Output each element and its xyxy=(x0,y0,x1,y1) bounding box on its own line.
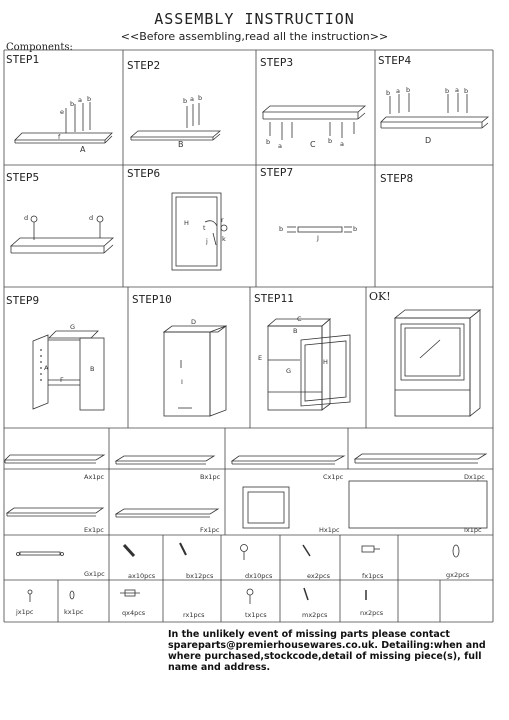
part-h-drawing xyxy=(243,487,289,528)
ok-label: OK! xyxy=(369,290,391,303)
step2-letter-b2: b xyxy=(198,94,203,102)
step1-letter-f: f xyxy=(58,133,61,141)
part-label-e: Ex1pc xyxy=(84,526,104,534)
step11-label: STEP11 xyxy=(254,292,294,305)
part-f-drawing xyxy=(116,509,218,517)
step2-letter-B: B xyxy=(178,140,184,149)
part-label-k: kx1pc xyxy=(64,608,84,616)
part-i-drawing xyxy=(349,481,487,528)
step10-carcass xyxy=(164,326,226,416)
step11-letter-G: G xyxy=(286,367,292,375)
step2-letter-a: a xyxy=(190,95,194,103)
step6-letter-t: t xyxy=(203,224,206,232)
part-a-drawing xyxy=(5,455,104,463)
step2-board xyxy=(131,103,220,140)
part-label-g: Gx1pc xyxy=(84,570,105,578)
step11-letter-C: C xyxy=(297,315,302,323)
step11-letter-H: H xyxy=(323,358,328,366)
step9-letter-F: F xyxy=(60,376,64,384)
part-label-g-hardware: gx2pcs xyxy=(446,571,470,579)
part-label-a: Ax1pc xyxy=(84,473,105,481)
part-label-m: mx2pcs xyxy=(302,611,328,619)
part-b-drawing xyxy=(116,456,214,464)
part-label-d-hardware: dx10pcs xyxy=(245,572,273,580)
page-subtitle: <<Before assembling,read all the instruction>> xyxy=(120,30,389,43)
part-label-h: Hx1pc xyxy=(319,526,340,534)
step9-label: STEP9 xyxy=(6,294,40,307)
part-label-q: qx4pcs xyxy=(122,609,146,617)
step6-letter-r: r xyxy=(221,216,224,224)
part-m-drawing xyxy=(304,588,308,600)
step6-label: STEP6 xyxy=(127,167,161,180)
part-d-cam-drawing xyxy=(241,545,248,561)
step8-label: STEP8 xyxy=(380,172,414,185)
part-label-e-hardware: ex2pcs xyxy=(307,572,330,580)
step3-letter-a2: a xyxy=(340,140,344,148)
part-c-drawing xyxy=(232,456,344,464)
ok-cabinet xyxy=(395,310,480,416)
part-k-drawing xyxy=(70,591,74,599)
step4-letter-b: b xyxy=(386,89,391,97)
step1-letter-b2: b xyxy=(87,95,92,103)
missing-parts-note: In the unlikely event of missing parts please contact spareparts@premierhousewares.co.uk. Detailing:when and where purchased,stockcode,detail of missing piece(s), full name and address. xyxy=(168,629,486,673)
step1-label: STEP1 xyxy=(6,53,40,66)
step5-letter-d2: d xyxy=(89,214,94,222)
step4-label: STEP4 xyxy=(378,54,412,67)
part-label-a-hardware: ax10pcs xyxy=(128,572,156,580)
step9-letter-G: G xyxy=(70,323,76,331)
step4-letter-D: D xyxy=(425,136,432,145)
step6-letter-j: j xyxy=(206,237,208,245)
part-label-b-hardware: bx12pcs xyxy=(186,572,214,580)
step6-letter-k: k xyxy=(222,235,226,243)
step4-letter-a: a xyxy=(396,87,400,95)
step7-rail xyxy=(287,227,352,232)
part-label-r: rx1pcs xyxy=(183,611,205,619)
step9-letter-B: B xyxy=(90,365,95,373)
part-label-d: Dx1pc xyxy=(464,473,485,481)
part-g-hinge-drawing xyxy=(453,545,459,557)
step4-board xyxy=(381,93,488,128)
step3-letter-C: C xyxy=(310,140,316,149)
page-title: ASSEMBLY INSTRUCTION xyxy=(154,10,355,28)
step10-label: STEP10 xyxy=(132,293,172,306)
step11-letter-B: B xyxy=(293,327,298,335)
step4-letter-b3: b xyxy=(445,87,450,95)
part-f-handle-drawing xyxy=(362,546,380,552)
step7-letter-J: J xyxy=(317,234,319,242)
step1-letter-e: e xyxy=(60,108,64,116)
step7-label: STEP7 xyxy=(260,166,294,179)
part-label-j: jx1pc xyxy=(16,608,34,616)
step4-letter-b2: b xyxy=(406,86,411,94)
step4-letter-b4: b xyxy=(464,87,469,95)
step6-letter-H: H xyxy=(184,219,189,227)
part-label-i: Ix1pc xyxy=(464,526,482,534)
step1-letter-A: A xyxy=(80,145,86,154)
part-q-drawing xyxy=(120,590,140,596)
part-d-drawing xyxy=(355,454,486,463)
part-g-drawing xyxy=(17,552,64,556)
step1-letter-b: b xyxy=(70,100,75,108)
part-label-b: Bx1pc xyxy=(200,473,221,481)
step3-board xyxy=(263,106,365,140)
step3-label: STEP3 xyxy=(260,56,294,69)
part-label-c: Cx1pc xyxy=(323,473,344,481)
step10-letter-D: D xyxy=(191,318,197,326)
part-label-t: tx1pcs xyxy=(245,611,267,619)
part-j-drawing xyxy=(28,590,32,602)
part-a-dowel-drawing xyxy=(124,545,134,556)
step4-letter-a2: a xyxy=(455,86,459,94)
step7-letter-b: b xyxy=(279,225,284,233)
part-label-f: Fx1pc xyxy=(200,526,220,534)
step11-letter-E: E xyxy=(258,354,263,362)
grid-lines xyxy=(4,50,493,622)
step6-door xyxy=(172,193,227,270)
step9-letter-A: A xyxy=(44,364,49,372)
step2-label: STEP2 xyxy=(127,59,161,72)
step3-letter-a: a xyxy=(278,142,282,150)
step11-cabinet xyxy=(268,319,350,410)
part-b-screw-drawing xyxy=(180,543,186,555)
part-label-n: nx2pcs xyxy=(360,609,384,617)
step2-letter-b: b xyxy=(183,97,188,105)
step10-letter-I: I xyxy=(181,378,183,386)
part-e-drawing xyxy=(7,508,103,516)
components-label: Components: xyxy=(6,42,73,53)
step7-letter-b2: b xyxy=(353,225,358,233)
part-label-f-hardware: fx1pcs xyxy=(362,572,384,580)
step3-letter-b: b xyxy=(266,138,271,146)
step3-letter-b2: b xyxy=(328,137,333,145)
step5-letter-d: d xyxy=(24,214,29,222)
part-t-drawing xyxy=(247,589,253,604)
part-e-screw-drawing xyxy=(303,545,310,556)
step5-label: STEP5 xyxy=(6,171,40,184)
step1-letter-a: a xyxy=(78,96,82,104)
